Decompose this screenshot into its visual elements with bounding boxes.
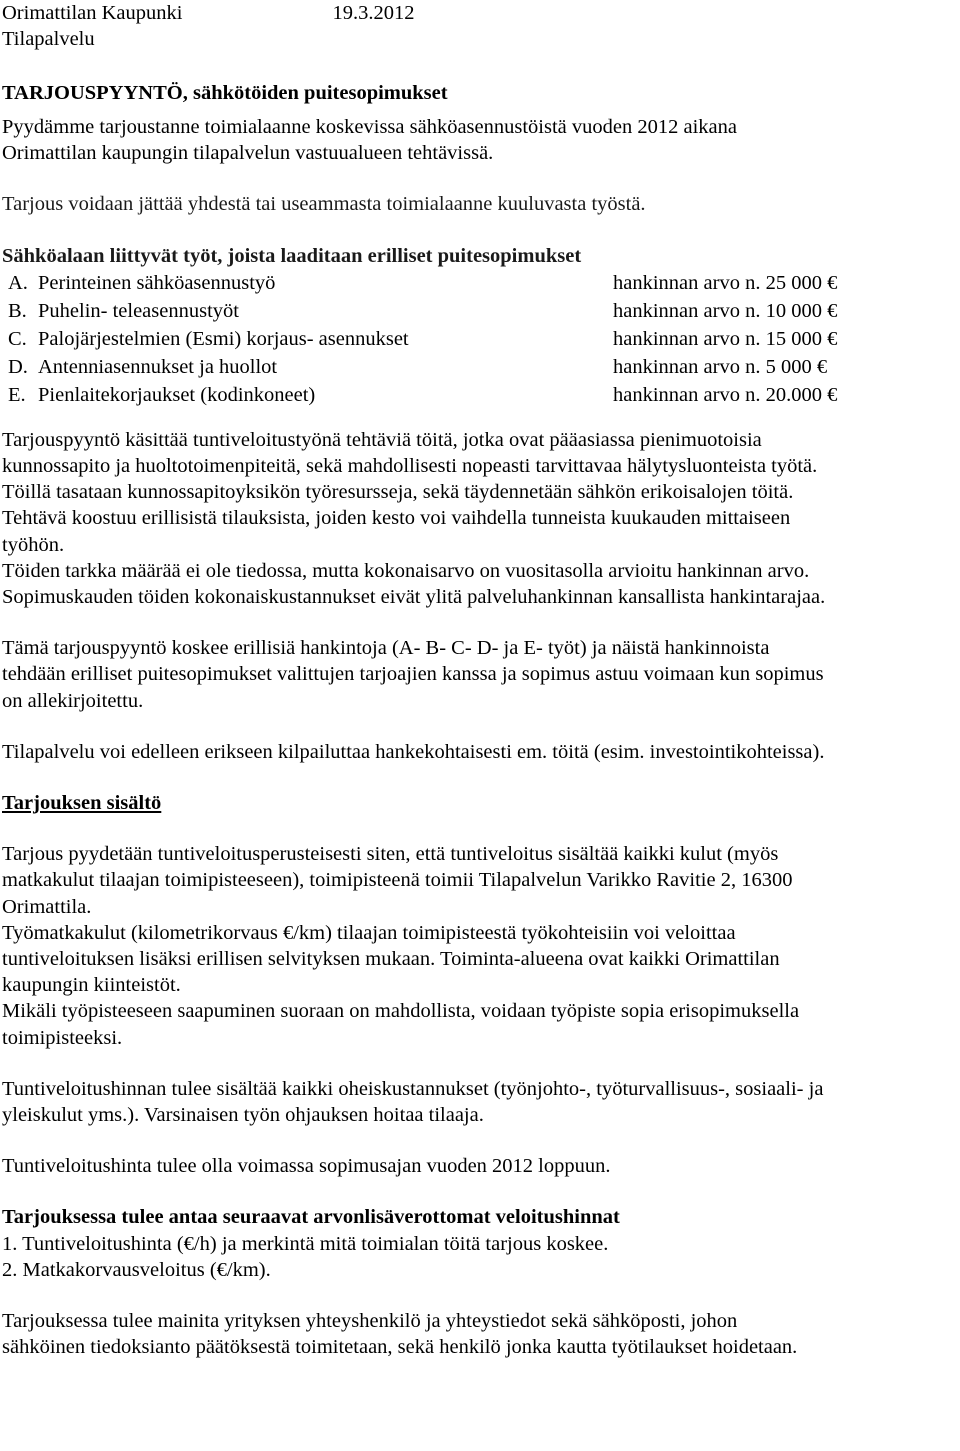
text-line: Mikäli työpisteeseen saapuminen suoraan on mahdollista, voidaan työpiste sopia erisopimuksella [2, 1000, 800, 1023]
procurement-list [2, 269, 960, 409]
item-name: Puhelin- teleasennustyöt [38, 299, 239, 322]
competition-paragraph: Tilapalvelu voi edelleen erikseen kilpailuttaa hankekohtaisesti em. töitä (esim. investointikohteissa). [2, 740, 825, 763]
list-item [2, 325, 960, 353]
spacer [2, 610, 960, 635]
intro-line-2: Orimattilan kaupungin tilapalvelun vastuualueen tehtävissä. [2, 142, 494, 165]
header-row [2, 0, 960, 26]
spacer [2, 816, 960, 841]
text-line: kunnossapito ja huoltotoimenpiteitä, sekä mahdollisesti nopeasti tarvittavaa hälytysluonteista työtä. [2, 455, 818, 478]
text-line: Sopimuskauden töiden kokonaiskustannukset eivät ylitä palveluhankinnan kansallista hankintarajaa. [2, 586, 826, 609]
organization-name: Orimattilan Kaupunki [2, 2, 183, 24]
spacer [2, 166, 960, 191]
text-line: tuntiveloituksen lisäksi erillisen selvityksen mukaan. Toiminta-alueena ovat kaikki Orimattilan [2, 948, 780, 971]
contact-paragraph [2, 1308, 960, 1360]
spacer [2, 714, 960, 739]
item-letter: D. [8, 355, 28, 378]
text-line: Töiden tarkka määrää ei ole tiedossa, mutta kokonaisarvo on vuositasolla arvioitu hankinnan arvo. [2, 559, 810, 582]
text-line: yleiskulut yms.). Varsinaisen työn ohjauksen hoitaa tilaaja. [2, 1104, 484, 1127]
item-value: hankinnan arvo n. 15 000 € [613, 327, 838, 350]
text-line: Tämä tarjouspyyntö koskee erillisiä hankintoja (A- B- C- D- ja E- työt) ja näistä hankinnoista [2, 637, 770, 660]
item-name: Perinteinen sähköasennustyö [38, 271, 276, 294]
list-item [2, 297, 960, 325]
text-line: työhön. [2, 533, 65, 556]
text-line: tehdään erilliset puitesopimukset valittujen tarjoajien kanssa ja sopimus astuu voimaan kun sopimus [2, 663, 824, 686]
item-name: Palojärjestelmien (Esmi) korjaus- asennukset [38, 327, 409, 350]
spacer [2, 1283, 960, 1308]
item-value: hankinnan arvo n. 20.000 € [613, 383, 838, 406]
text-line: Tuntiveloitushinnan tulee sisältää kaikki oheiskustannukset (työnjohto-, työturvallisuus-, sosiaali- ja [2, 1077, 824, 1100]
text-line: Tarjouspyyntö käsittää tuntiveloitustyönä tehtäviä töitä, jotka ovat pääasiassa pienimuotoisia [2, 428, 762, 451]
item-value: hankinnan arvo n. 10 000 € [613, 299, 838, 322]
letter-header [2, 0, 960, 55]
item-letter: C. [8, 327, 27, 350]
validity-paragraph: Tuntiveloitushinta tulee olla voimassa sopimusajan vuoden 2012 loppuun. [2, 1155, 611, 1178]
document-title: TARJOUSPYYNTÖ, sähkötöiden puitesopimukset [2, 82, 448, 104]
text-line: Työmatkakulut (kilometrikorvaus €/km) tilaajan toimipisteestä työkohteisiin voi veloittaa [2, 921, 736, 944]
text-line: Tarjouksessa tulee mainita yrityksen yhteyshenkilö ja yhteystiedot sekä sähköposti, johon [2, 1310, 738, 1333]
text-line: Tarjous pyydetään tuntiveloitusperusteisesti siten, että tuntiveloitus sisältää kaikki kulut (myös [2, 843, 779, 866]
item-name: Pienlaitekorjaukset (kodinkoneet) [38, 383, 316, 406]
text-line: Töillä tasataan kunnossapitoyksikön työresursseja, sekä täydennetään sähkön erikoisalojen töitä. [2, 481, 794, 504]
prices-heading: Tarjouksessa tulee antaa seuraavat arvonlisäverottomat veloitushinnat [2, 1206, 620, 1229]
text-line: on allekirjoitettu. [2, 689, 144, 712]
item-letter: B. [8, 299, 27, 322]
price-item: 1. Tuntiveloitushinta (€/h) ja merkintä mitä toimialan töitä tarjous koskee. [2, 1232, 609, 1255]
text-line: Orimattila. [2, 895, 92, 918]
spacer [2, 765, 960, 790]
content-paragraph [2, 841, 960, 1051]
list-item [2, 381, 960, 409]
list-heading: Sähköalaan liittyvät työt, joista laaditaan erilliset puitesopimukset [2, 244, 582, 267]
department-name: Tilapalvelu [2, 28, 95, 51]
list-item [2, 269, 960, 297]
spacer [2, 1128, 960, 1153]
separate-procurement-paragraph [2, 635, 960, 714]
text-line: toimipisteeksi. [2, 1026, 123, 1049]
text-line: Tehtävä koostuu erillisistä tilauksista, joiden kesto voi vaihdella tunneista kuukauden mittaiseen [2, 507, 791, 530]
text-line: matkakulut tilaajan toimipisteeseen), toimipisteenä toimii Tilapalvelun Varikko Ravitie 2, 16300 [2, 869, 793, 892]
spacer [2, 1051, 960, 1076]
price-item: 2. Matkakorvausveloitus (€/km). [2, 1258, 271, 1281]
description-paragraph [2, 427, 960, 610]
spacer [2, 409, 960, 427]
item-value: hankinnan arvo n. 5 000 € [613, 355, 828, 378]
overhead-paragraph [2, 1076, 960, 1128]
intro-line-1: Pyydämme tarjoustanne toimialaanne koskevissa sähköasennustöistä vuoden 2012 aikana [2, 116, 737, 138]
intro-line-3: Tarjous voidaan jättää yhdestä tai useammasta toimialaanne kuuluvasta työstä. [2, 193, 646, 216]
spacer [2, 218, 960, 243]
list-item [2, 353, 960, 381]
item-name: Antenniasennukset ja huollot [38, 355, 278, 378]
text-line: kaupungin kiinteistöt. [2, 974, 181, 997]
spacer [2, 1179, 960, 1204]
item-value: hankinnan arvo n. 25 000 € [613, 271, 838, 294]
letter-date: 19.3.2012 [332, 2, 415, 24]
item-letter: E. [8, 383, 26, 406]
section-title: Tarjouksen sisältö [2, 792, 162, 815]
text-line: sähköinen tiedoksianto päätöksestä toimitetaan, sekä henkilö jonka kautta työtilaukset hoidetaan. [2, 1336, 798, 1359]
item-letter: A. [8, 271, 28, 294]
